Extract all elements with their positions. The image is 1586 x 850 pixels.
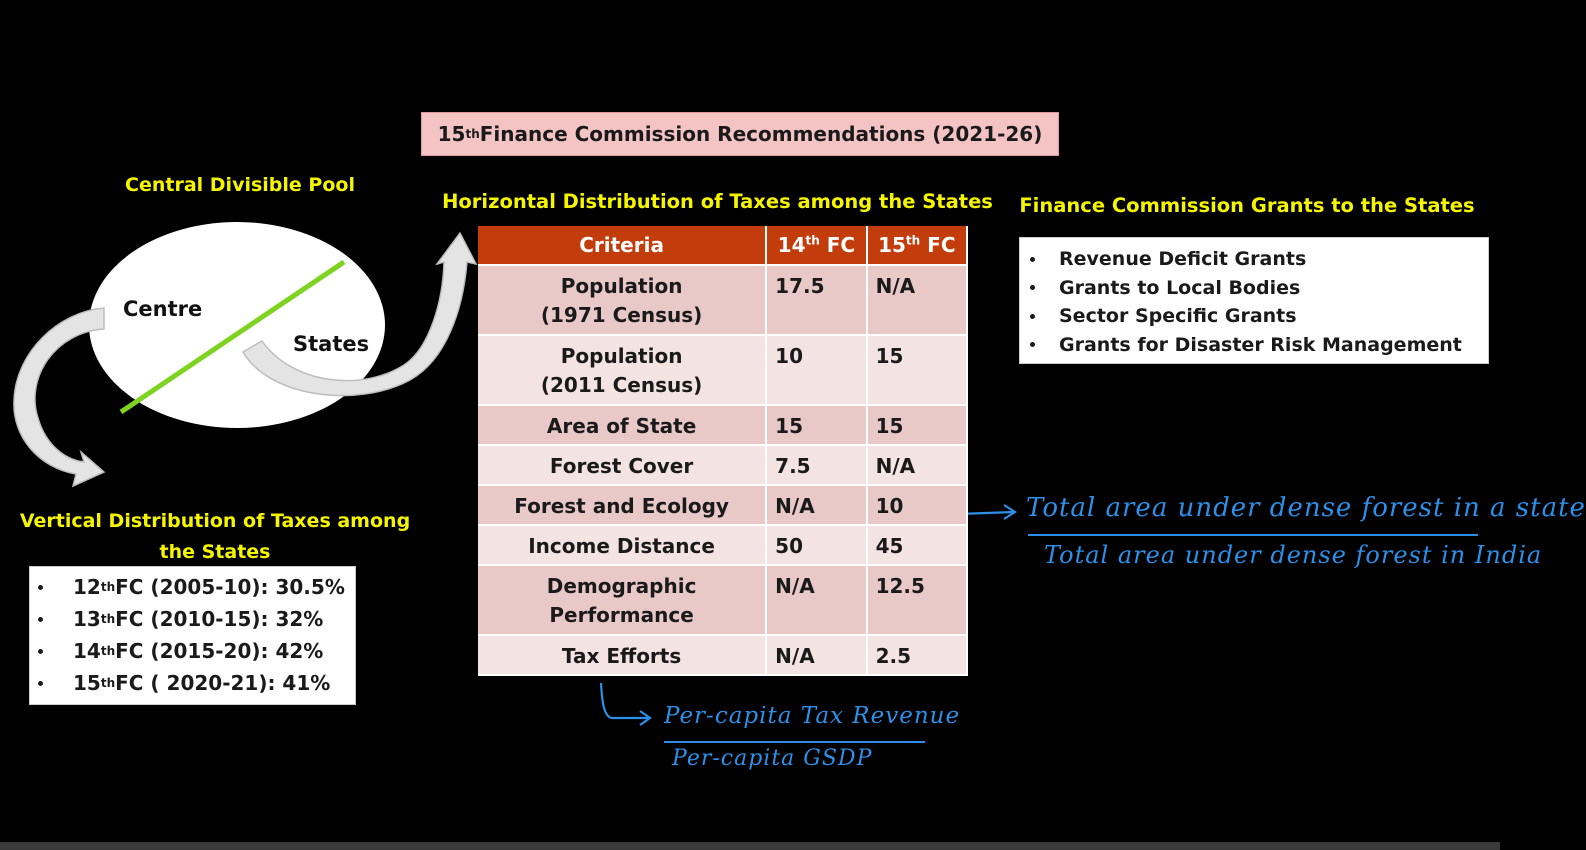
criteria-line1: Population	[560, 344, 683, 368]
states-label: States	[293, 332, 370, 356]
title-prefix: 15	[437, 122, 466, 146]
fc15-cell: 10	[867, 485, 967, 525]
fc-rest: FC (2010-15): 32%	[115, 607, 324, 631]
divisible-pool-ellipse	[89, 222, 385, 428]
forest-formula-denominator: Total area under dense forest in India	[1044, 541, 1543, 569]
list-item	[1030, 245, 1488, 274]
list-item	[38, 635, 355, 667]
fc14-cell: N/A	[766, 565, 866, 635]
bullet-icon	[38, 585, 43, 590]
fc15-num: 15	[878, 233, 906, 257]
fc14-cell: N/A	[766, 485, 866, 525]
criteria-line2: (2011 Census)	[540, 373, 703, 397]
criteria-cell: Tax Efforts	[478, 635, 766, 675]
criteria-cell: Forest Cover	[478, 445, 766, 485]
fc15-cell: 45	[867, 525, 967, 565]
vertical-list	[38, 571, 355, 699]
criteria-cell: Forest and Ecology	[478, 485, 766, 525]
fc-num: 15	[73, 671, 101, 695]
table-row	[478, 485, 967, 525]
title-sup: th	[465, 127, 480, 141]
table-header-row	[478, 226, 967, 265]
criteria-cell: Area of State	[478, 405, 766, 445]
bullet-icon	[38, 681, 43, 686]
criteria-cell	[478, 565, 766, 635]
criteria-cell: Income Distance	[478, 525, 766, 565]
centre-label: Centre	[123, 297, 203, 321]
table-row	[478, 405, 967, 445]
table-row	[478, 525, 967, 565]
fc-num: 14	[73, 639, 101, 663]
grants-list-box	[1019, 237, 1489, 364]
fc14-sup: th	[805, 233, 820, 248]
fc-sup: th	[100, 612, 116, 626]
criteria-line1: Demographic	[546, 574, 697, 598]
bullet-icon	[1030, 342, 1035, 347]
fc-num: 12	[73, 575, 101, 599]
criteria-line1: Population	[560, 274, 683, 298]
fc-rest: FC ( 2020-21): 41%	[115, 671, 331, 695]
fc-rest: FC (2005-10): 30.5%	[115, 575, 345, 599]
tax-formula-numerator: Per-capita Tax Revenue	[664, 703, 961, 729]
bullet-icon	[38, 617, 43, 622]
central-pool-heading: Central Divisible Pool	[125, 174, 355, 196]
grant-label: Revenue Deficit Grants	[1059, 248, 1307, 270]
fc14-cell: 10	[766, 335, 866, 405]
vertical-list-box	[29, 566, 356, 705]
grants-list	[1030, 245, 1488, 359]
criteria-cell	[478, 335, 766, 405]
fc15-cell: N/A	[867, 445, 967, 485]
forest-formula-numerator: Total area under dense forest in a state	[1026, 493, 1586, 523]
horizontal-distribution-heading: Horizontal Distribution of Taxes among the States	[442, 190, 993, 213]
table-row	[478, 635, 967, 675]
list-item	[1030, 331, 1488, 360]
fc15-column-header	[867, 226, 967, 265]
fc-sup: th	[100, 580, 116, 594]
fc15-cell: 12.5	[867, 565, 967, 635]
grants-heading: Finance Commission Grants to the States	[1019, 194, 1475, 217]
list-item	[1030, 302, 1488, 331]
fc-sup: th	[100, 644, 116, 658]
fc14-cell: 15	[766, 405, 866, 445]
fc14-cell: 17.5	[766, 265, 866, 335]
fc15-sup: th	[905, 233, 921, 248]
fc-num: 13	[73, 607, 101, 631]
bullet-icon	[38, 649, 43, 654]
title-rest: Finance Commission Recommendations (2021-26)	[479, 122, 1043, 146]
bullet-icon	[1030, 314, 1035, 319]
criteria-cell	[478, 265, 766, 335]
grant-label: Grants to Local Bodies	[1059, 276, 1301, 299]
criteria-column-header: Criteria	[478, 226, 766, 265]
bullet-icon	[1030, 285, 1035, 290]
fc15-cell: 15	[867, 335, 967, 405]
fc15-cell: 2.5	[867, 635, 967, 675]
fc14-cell: N/A	[766, 635, 866, 675]
table-row	[478, 445, 967, 485]
list-item	[38, 603, 355, 635]
tax-formula-denominator: Per-capita GSDP	[672, 746, 873, 771]
fc-sup: th	[100, 676, 116, 690]
grant-label: Grants for Disaster Risk Management	[1059, 333, 1462, 356]
list-item	[1030, 274, 1488, 303]
criteria-line2: Performance	[549, 603, 694, 627]
fc14-rest: FC	[819, 233, 856, 257]
table-row	[478, 335, 967, 405]
vertical-distribution-heading: Vertical Distribution of Taxes among the States	[19, 510, 411, 563]
bottom-bar	[0, 842, 1500, 850]
fc14-cell: 50	[766, 525, 866, 565]
fc15-cell: 15	[867, 405, 967, 445]
fc-rest: FC (2015-20): 42%	[115, 639, 324, 663]
fc14-num: 14	[777, 233, 806, 257]
table-row	[478, 265, 967, 335]
criteria-line2: (1971 Census)	[540, 303, 703, 327]
criteria-table	[478, 226, 968, 676]
list-item	[38, 667, 355, 699]
list-item	[38, 571, 355, 603]
table-row	[478, 565, 967, 635]
grant-label: Sector Specific Grants	[1059, 305, 1297, 327]
fc15-rest: FC	[920, 233, 956, 257]
fc14-cell: 7.5	[766, 445, 866, 485]
bullet-icon	[1030, 257, 1035, 262]
fc15-cell: N/A	[867, 265, 967, 335]
fc14-column-header	[766, 226, 866, 265]
